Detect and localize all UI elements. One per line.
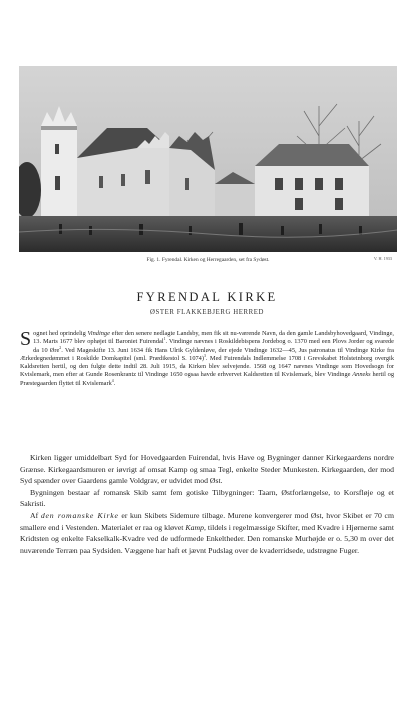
body-text	[20, 452, 394, 556]
photo-code: V. H. 1933	[373, 256, 392, 261]
footnote-ref-4: 4	[111, 378, 114, 383]
church-photograph	[19, 66, 397, 252]
intro-paragraph	[20, 330, 394, 388]
footnote-ref-2: 2	[59, 345, 62, 350]
body-paragraph-2: Bygningen bestaar af romansk Skib samt fem gotiske Tilbygninger: Taarn, Østforlængelse, to Korsfløje og et Sakristi.	[20, 487, 394, 509]
intro-text-6: hertil og Præstegaarden flyttet til Kvislemark	[20, 371, 395, 387]
body-paragraph-1: Kirken ligger umiddelbart Syd for Hovedgaarden Fuirendal, hvis Have og Bygninger danner Kirkegaardens nordre Grænse. Kirkegaardsmuren er iøvrigt af omsat Kamp og smaa Tegl, enkelte Steder Munkesten. Kirkegaarden, der mod Syd spænder over Gaardens gamle Voldgrav, er udvidet mod Øst.	[20, 453, 394, 486]
footnote-ref-3: 3	[203, 353, 206, 358]
intro-italic-2: Anneks	[352, 371, 371, 379]
intro-text-1: ognet hed oprindelig	[33, 330, 88, 337]
body-italic-3a: den romanske Kirke	[40, 510, 119, 520]
page-title: FYRENDAL KIRKE	[136, 290, 278, 304]
body-paragraph-3	[20, 510, 394, 556]
body-text-3c: tildels i regelmæssige Skifter, med Kvadre i Hjørnerne samt Kridtsten og enkelte Fakselkalk-Kvadre ved de udformede Enkeltheder. Den romanske Murhøjde er o. 5,30 m over det nuværende Terræn paa Sydsiden. Væggene har haft et jævnt Pudslag over de kvaderridsede, udstrøgne Fuger.	[20, 522, 394, 555]
body-text-3b: er kun Skibets Sidemure tilbage. Murene konvergerer mod Øst, hvor Skibet er 70 cm smallere end i Vestenden. Materialet er raa og kløvet	[20, 510, 395, 532]
intro-text-3: . Vindinge nævnes i Roskildebispens Jordebog o. 1370 med een Plovs Jorder og svarede da 10 Øre	[33, 338, 394, 354]
body-italic-3b: Kamp,	[185, 522, 206, 532]
dropcap: S	[20, 328, 32, 350]
intro-text-5: . Med Fuirendals Indlemmelse 1708 i Grevskabet Holsteinborg overgik Kaldsretten hertil, og den fulgte dette indtil 28. Juli 1915, da Kirken blev selvejende. 1568 og 1647 nævnes Vindinge som Hovedsogn for Kvislemark, men efter at Gunde Rosenkrantz til Vindinge 1650 ogsaa havde erhvervet Kaldsretten til Kvislemark, blev Vindinge	[20, 354, 394, 379]
church-photograph-illustration	[19, 66, 397, 252]
body-text-3a: Af	[30, 510, 41, 520]
intro-italic-1: Vindinge	[87, 330, 110, 337]
intro-text-2: efter den senere nedlagte Landsby, men fik sit nu-værende Navn, da den gamle Landsbyhovedgaard, Vindinge, 13. Marts 1677 blev ophøjet til Baroniet Fuirendal	[33, 330, 394, 346]
page-subtitle: ØSTER FLAKKEBJERG HERRED	[149, 309, 265, 316]
intro-text-7: .	[113, 379, 116, 387]
footnote-ref-1: 1	[163, 337, 166, 342]
intro-text-4: . Ved Mageskifte 13. Juni 1634 fik Hans Ulrik Gyldenløve, der ejede Vindinge 1632—45, Jus patronatus til Vindinge Kirke fra Ærkedegnedømmet i Roskilde Domkapitel (sml. Prædikestol S. 1074)	[20, 346, 394, 362]
figure-caption: Fig. 1. Fyrendal. Kirken og Herregaarden, set fra Sydøst.	[146, 257, 270, 263]
